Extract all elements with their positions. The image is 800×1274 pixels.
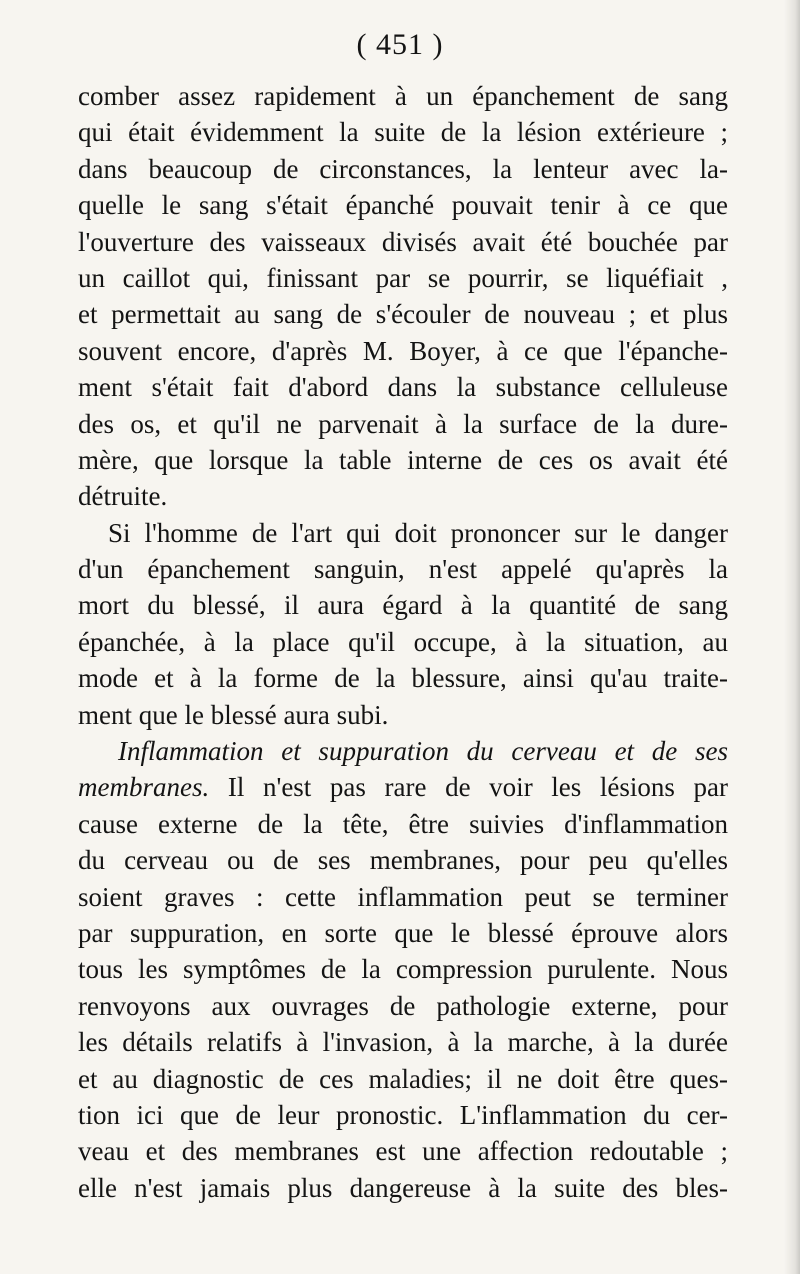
text-line: l'ouverture des vaisseaux divisés avait été bouchée par <box>78 226 728 257</box>
text-line: elle n'est jamais plus dangereuse à la suite des bles- <box>78 1172 728 1203</box>
text-line: des os, et qu'il ne parvenait à la surface de la dure- <box>78 408 728 439</box>
text-line: du cerveau ou de ses membranes, pour peu qu'elles <box>78 845 728 876</box>
text-line: mère, que lorsque la table interne de ces os avait été <box>78 444 728 475</box>
text-line: tion ici que de leur pronostic. L'inflammation du cer- <box>78 1099 728 1130</box>
text-line: épanchée, à la place qu'il occupe, à la situation, au <box>78 626 728 657</box>
text-line: par suppuration, en sorte que le blessé éprouve alors <box>78 917 728 948</box>
page-number: ( 451 ) <box>356 28 444 61</box>
text-line: dans beaucoup de circonstances, la lenteur avec la- <box>78 153 728 184</box>
text-line: mode et à la forme de la blessure, ainsi qu'au traite- <box>78 663 728 694</box>
text-line: soient graves : cette inflammation peut se terminer <box>78 881 728 912</box>
text-line: quelle le sang s'était épanché pouvait tenir à ce que <box>78 190 728 221</box>
text-line: d'un épanchement sanguin, n'est appelé qu'après la <box>78 554 728 585</box>
text-line: tous les symptômes de la compression purulente. Nous <box>78 954 728 985</box>
text-line: renvoyons aux ouvrages de pathologie externe, pour <box>78 990 728 1021</box>
text-line: cause externe de la tête, être suivies d'inflammation <box>78 808 728 839</box>
text-fragment: Il n'est pas rare de voir les lésions par <box>209 772 728 803</box>
paragraph-end-line: détruite. <box>78 481 168 512</box>
text-line: qui était évidemment la suite de la lésion extérieure ; <box>78 117 728 148</box>
section-heading-line: Inflammation et suppuration du cerveau et de ses <box>118 736 728 767</box>
text-line: les détails relatifs à l'invasion, à la marche, à la durée <box>78 1027 728 1058</box>
text-line: un caillot qui, finissant par se pourrir, se liquéfiait , <box>78 262 728 293</box>
text-line: et permettait au sang de s'écouler de nouveau ; et plus <box>78 299 728 330</box>
paragraph-start-line: Si l'homme de l'art qui doit prononcer sur le danger <box>108 517 728 548</box>
page-edge-shadow <box>784 0 800 1274</box>
body-text <box>78 78 728 1206</box>
section-heading-end: membranes. <box>78 772 210 803</box>
text-line: comber assez rapidement à un épanchement de sang <box>78 81 728 111</box>
text-line: mort du blessé, il aura égard à la quantité de sang <box>78 590 728 621</box>
paragraph-end-line: ment que le blessé aura subi. <box>78 699 389 730</box>
text-line: ment s'était fait d'abord dans la substance celluleuse <box>78 372 728 403</box>
text-line: souvent encore, d'après M. Boyer, à ce que l'épanche- <box>78 335 728 366</box>
text-line: et au diagnostic de ces maladies; il ne doit être ques- <box>78 1063 728 1094</box>
section-heading-continuation <box>78 769 728 805</box>
text-line: veau et des membranes est une affection redoutable ; <box>78 1136 728 1167</box>
